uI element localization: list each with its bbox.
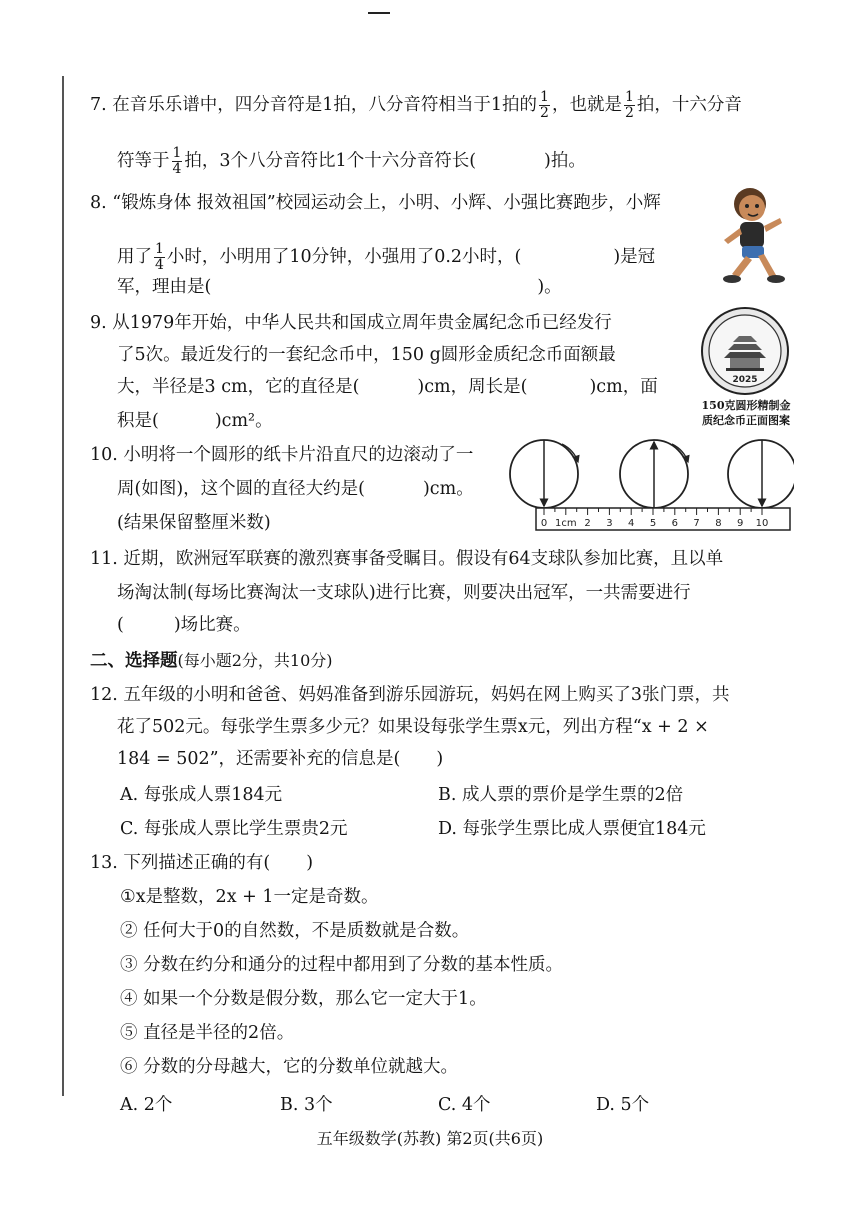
q13-statement-6: ⑥ 分数的分母越大，它的分数单位就越大。 xyxy=(120,1057,459,1077)
rolling-circle-ruler-diagram xyxy=(508,436,794,536)
q12-line3: 184 = 502”，还需要补充的信息是( ) xyxy=(117,749,444,769)
ruler-label: 1cm xyxy=(554,518,577,529)
ruler-label: 5 xyxy=(649,518,657,529)
ruler-label: 3 xyxy=(606,518,613,529)
page-footer: 五年级数学(苏教) 第2页(共6页) xyxy=(316,1129,544,1148)
circle-end xyxy=(728,440,794,508)
binding-margin-line xyxy=(62,76,64,1096)
ruler-label: 6 xyxy=(671,518,678,529)
q13-option-b[interactable]: B. 3个 xyxy=(280,1095,333,1115)
circle-middle xyxy=(620,440,688,508)
q12-line1: 12. 五年级的小明和爸爸、妈妈准备到游乐园游玩，妈妈在网上购买了3张门票，共 xyxy=(90,685,730,705)
fraction-half: $\frac{1}{2}$ xyxy=(540,89,549,121)
q8-line1: 8. “锻炼身体 报效祖国”校园运动会上，小明、小辉、小强比赛跑步，小辉 xyxy=(90,193,661,213)
q9-line4: 积是( )cm²。 xyxy=(117,411,273,431)
q12-option-a[interactable]: A. 每张成人票184元 xyxy=(120,785,283,805)
ruler-label: 4 xyxy=(628,518,635,529)
top-dash xyxy=(368,12,390,14)
q9-line1: 9. 从1979年开始，中华人民共和国成立周年贵金属纪念币已经发行 xyxy=(90,313,612,333)
ruler-label: 7 xyxy=(693,518,700,529)
circle-start xyxy=(510,440,578,508)
q7-line2: 符等于 $\frac{1}{4}$ 拍，3个八分音符比1个十六分音符长( )拍。 xyxy=(117,145,586,177)
q9-line3: 大，半径是3 cm，它的直径是( )cm，周长是( )cm，面 xyxy=(117,377,658,397)
q13-statement-3: ③ 分数在约分和通分的过程中都用到了分数的基本性质。 xyxy=(120,955,564,975)
q10-line3: (结果保留整厘米数) xyxy=(117,513,271,533)
q13-option-d[interactable]: D. 5个 xyxy=(596,1095,650,1115)
fraction-quarter: $\frac{1}{4}$ xyxy=(172,145,182,177)
ruler-label: 10 xyxy=(755,518,769,529)
ruler-label: 8 xyxy=(715,518,722,529)
q13-statement-1: ①x是整数，2x + 1一定是奇数。 xyxy=(120,887,379,907)
q11-line3: ( )场比赛。 xyxy=(117,615,251,635)
q10-line1: 10. 小明将一个圆形的纸卡片沿直尺的边滚动了一 xyxy=(90,445,474,465)
section2-heading: 二、选择题(每小题2分，共10分) xyxy=(90,651,333,671)
q12-option-c[interactable]: C. 每张成人票比学生票贵2元 xyxy=(120,819,348,839)
fraction-quarter-hour: $\frac{1}{4}$ xyxy=(155,241,164,273)
q13-statement-2: ② 任何大于0的自然数，不是质数就是合数。 xyxy=(120,921,470,941)
ruler-label: 9 xyxy=(737,518,744,529)
q11-line2: 场淘汰制(每场比赛淘汰一支球队)进行比赛，则要决出冠军，一共需要进行 xyxy=(117,583,691,603)
ruler-label: 0 xyxy=(540,518,548,529)
coin-year: 2025 xyxy=(732,375,758,385)
q12-option-b[interactable]: B. 成人票的票价是学生票的2倍 xyxy=(438,785,684,805)
q13-stem: 13. 下列描述正确的有( ) xyxy=(90,853,314,873)
q13-statement-4: ④ 如果一个分数是假分数，那么它一定大于1。 xyxy=(120,989,487,1009)
q7-line1: 7. 在音乐乐谱中，四分音符是1拍，八分音符相当于1拍的 $\frac{1}{2}$ ，也就是 $\frac{1}{2}$ 拍，十六分音 xyxy=(90,89,742,121)
q13-option-a[interactable]: A. 2个 xyxy=(120,1095,173,1115)
q12-line2: 花了502元。每张学生票多少元？如果设每张学生票x元，列出方程“x + 2 × xyxy=(117,717,709,737)
ruler xyxy=(536,508,790,530)
q8-line3: 军，理由是( )。 xyxy=(117,277,562,297)
q13-statement-5: ⑤ 直径是半径的2倍。 xyxy=(120,1023,295,1043)
commemorative-coin-icon xyxy=(700,306,790,396)
q11-line1: 11. 近期，欧洲冠军联赛的激烈赛事备受瞩目。假设有64支球队参加比赛，且以单 xyxy=(90,549,724,569)
q13-option-c[interactable]: C. 4个 xyxy=(438,1095,491,1115)
ruler-label: 2 xyxy=(584,518,591,529)
runner-boy-icon xyxy=(712,182,796,294)
q12-option-d[interactable]: D. 每张学生票比成人票便宜184元 xyxy=(438,819,706,839)
coin-caption: 150克圆形精制金 质纪念币正面图案 xyxy=(701,399,791,427)
fraction-half-2: $\frac{1}{2}$ xyxy=(624,89,634,121)
q10-line2: 周(如图)，这个圆的直径大约是( )cm。 xyxy=(117,479,474,499)
q8-line2: 用了 $\frac{1}{4}$ 小时，小明用了10分钟，小强用了0.2小时，( )是冠 xyxy=(117,241,656,273)
q9-line2: 了5次。最近发行的一套纪念币中，150 g圆形金质纪念币面额最 xyxy=(117,345,616,365)
